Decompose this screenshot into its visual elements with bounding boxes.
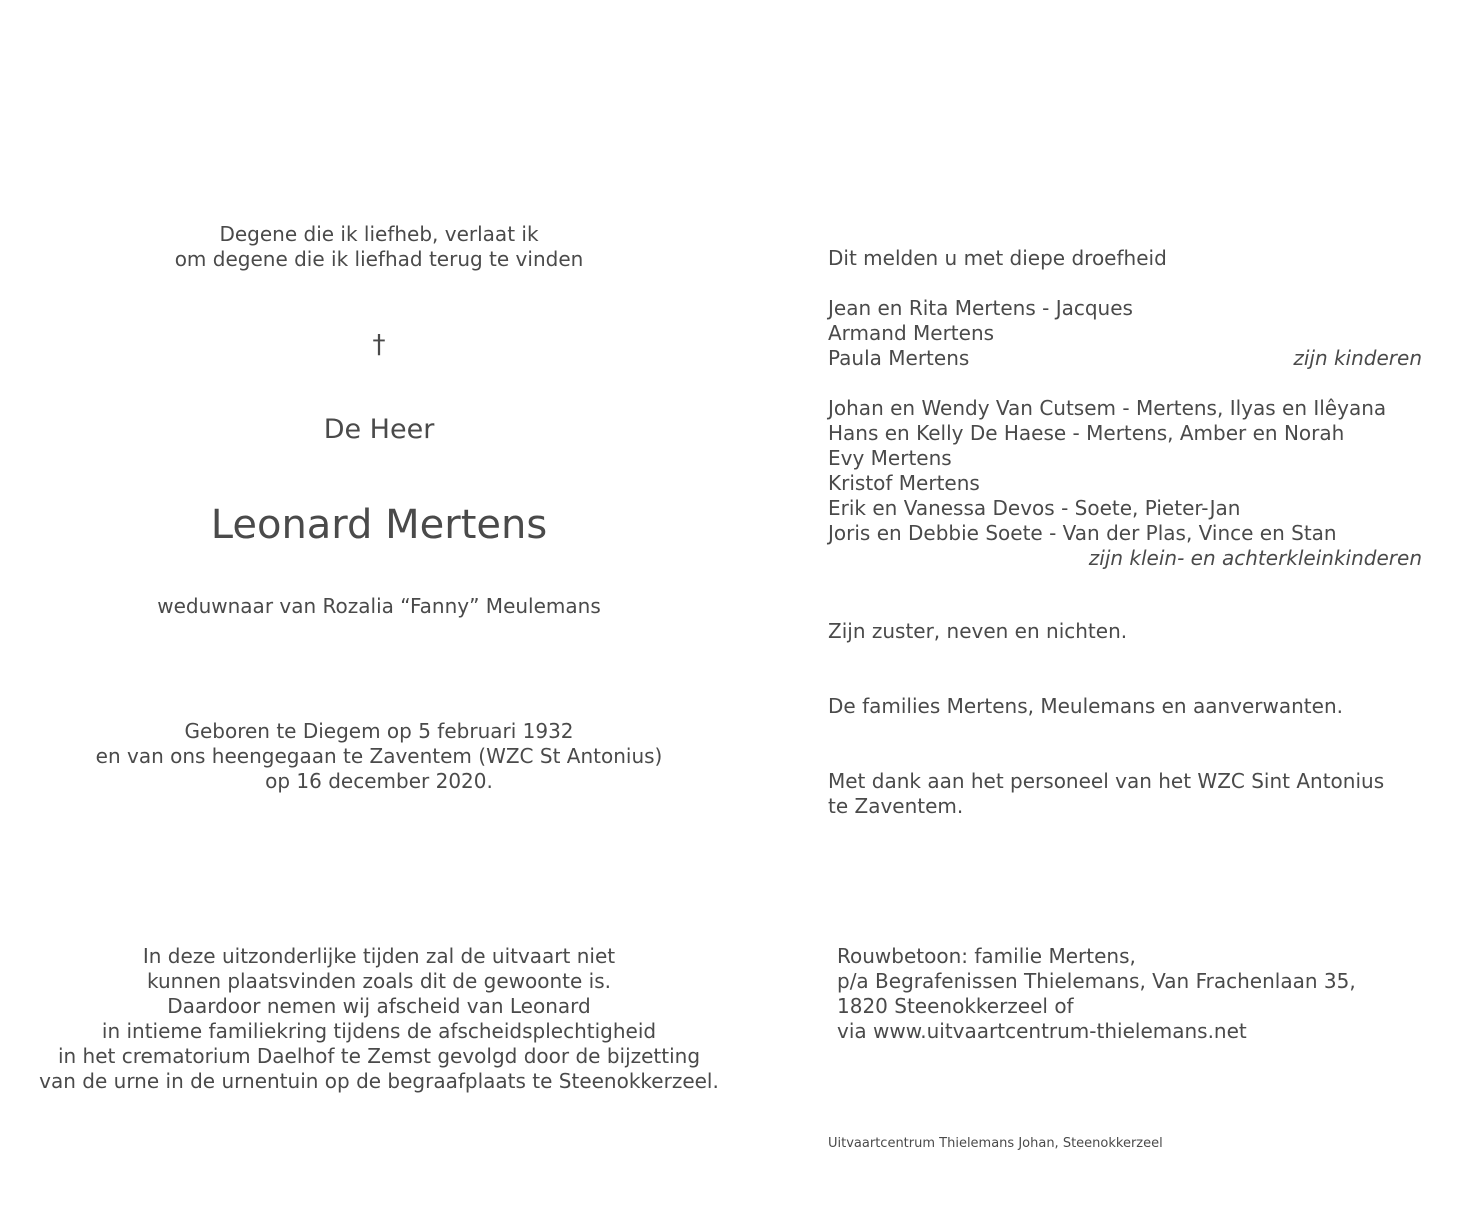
grandchild-entry: Hans en Kelly De Haese - Mertens, Amber en Norah [828,421,1345,445]
condolence-website[interactable]: via www.uitvaartcentrum-thielemans.net [837,1019,1247,1043]
families-line: De families Mertens, Meulemans en aanverwanten. [828,694,1343,718]
condolence-line: Rouwbetoon: familie Mertens, [837,944,1136,968]
siblings-line: Zijn zuster, neven en nichten. [828,619,1128,643]
deceased-name: Leonard Mertens [210,502,548,548]
grandchild-entry: Evy Mertens [828,446,952,470]
ceremony-line: van de urne in de urnentuin op de begraafplaats te Steenokkerzeel. [39,1069,719,1093]
child-entry: Armand Mertens [828,321,995,345]
grandchild-entry: Erik en Vanessa Devos - Soete, Pieter-Jan [828,496,1241,520]
birth-death-line: Geboren te Diegem op 5 februari 1932 [184,719,574,743]
ceremony-line: In deze uitzonderlijke tijden zal de uitvaart niet [142,944,616,968]
birth-death-line: op 16 december 2020. [265,769,493,793]
condolence-line: 1820 Steenokkerzeel of [837,994,1074,1018]
child-entry: Jean en Rita Mertens - Jacques [828,296,1133,320]
verse-line: Degene die ik liefheb, verlaat ik [219,222,539,246]
grandchild-entry: Joris en Debbie Soete - Van der Plas, Vince en Stan [828,521,1337,545]
cross-icon: † [372,330,386,360]
ceremony-line: in intieme familiekring tijdens de afscheidsplechtigheid [101,1019,657,1043]
grandchild-entry: Kristof Mertens [828,471,980,495]
birth-death-line: en van ons heengegaan te Zaventem (WZC St Antonius) [95,744,663,768]
ceremony-line: kunnen plaatsvinden zoals dit de gewoonte is. [147,969,611,993]
thanks-line: te Zaventem. [828,794,964,818]
child-entry: Paula Mertens [828,346,970,370]
grandchildren-label: zijn klein- en achterkleinkinderen [1088,546,1422,570]
thanks-line: Met dank aan het personeel van het WZC Sint Antonius [828,769,1385,793]
printer-credit: Uitvaartcentrum Thielemans Johan, Steenokkerzeel [828,1136,1163,1151]
ceremony-line: in het crematorium Daelhof te Zemst gevolgd door de bijzetting [57,1044,701,1068]
verse-line: om degene die ik liefhad terug te vinden [174,247,584,271]
ceremony-line: Daardoor nemen wij afscheid van Leonard [167,994,591,1018]
condolence-line: p/a Begrafenissen Thielemans, Van Frachenlaan 35, [837,969,1356,993]
spouse-line: weduwnaar van Rozalia “Fanny” Meulemans [157,594,601,618]
children-label: zijn kinderen [1293,346,1422,370]
grandchild-entry: Johan en Wendy Van Cutsem - Mertens, Ilyas en Ilêyana [828,396,1387,420]
honorific: De Heer [323,414,435,445]
intro-line: Dit melden u met diepe droefheid [828,246,1167,270]
